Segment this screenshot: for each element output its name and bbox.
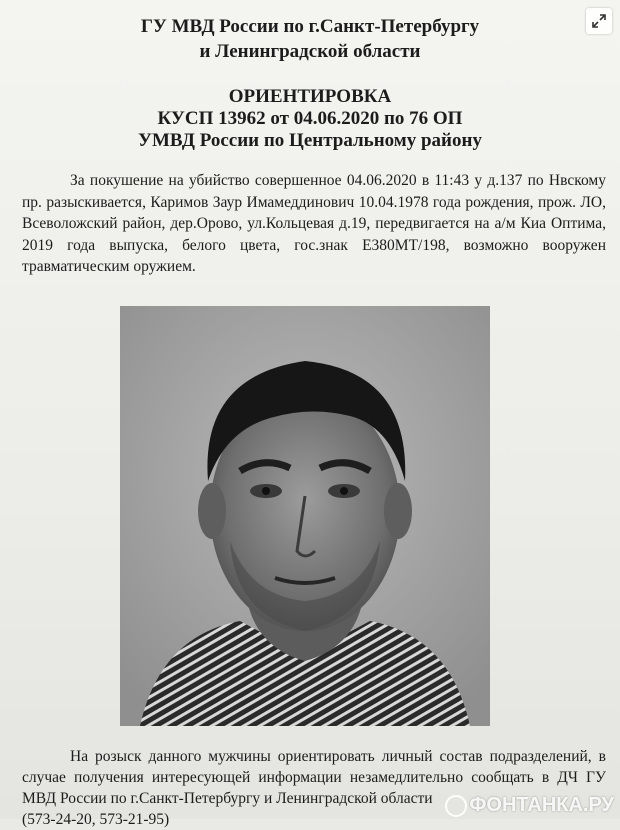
agency-header xyxy=(0,14,620,64)
notice-title xyxy=(0,86,620,152)
notice-body-paragraph: За покушение на убийство совершенное 04.06.2020 в 11:43 у д.137 по Нвскому пр. разыскивается, Каримов Заур Имамеддинович 10.04.1978 года рождения, прож. ЛО, Всеволожский район, дер.Орово, ул.Кольцевая д.19, передвигается на а/м Киа Оптима, 2019 года выпуска, белого цвета, гос.знак Е380МТ/198, возможно вооружен травматическим оружием. xyxy=(22,172,606,275)
instructions-paragraph: На розыск данного мужчины ориентировать личный состав подразделений, в случае получения интересующей информации незамедлительно сообщать в ДЧ ГУ МВД России по г.Санкт-Петербургу и Ленинградской области xyxy=(22,748,606,807)
contact-phones: (573-24-20, 573-21-95) xyxy=(22,811,170,828)
notice-title-main: ОРИЕНТИРОВКА xyxy=(228,86,392,107)
notice-body xyxy=(22,170,606,278)
watermark-circle-icon xyxy=(445,795,467,817)
agency-line-1: ГУ МВД России по г.Санкт-Петербургу xyxy=(140,16,480,37)
notice-case-number: КУСП 13962 от 04.06.2020 по 76 ОП xyxy=(157,108,463,129)
agency-line-2: и Ленинградской области xyxy=(199,41,421,62)
watermark-text: ФОНТАНКА.РУ xyxy=(469,794,614,816)
watermark-logo xyxy=(445,794,614,817)
suspect-photo xyxy=(120,306,490,726)
suspect-photo-image xyxy=(120,306,490,726)
notice-instructions xyxy=(22,746,606,830)
notice-department: УМВД России по Центральному району xyxy=(138,130,482,151)
